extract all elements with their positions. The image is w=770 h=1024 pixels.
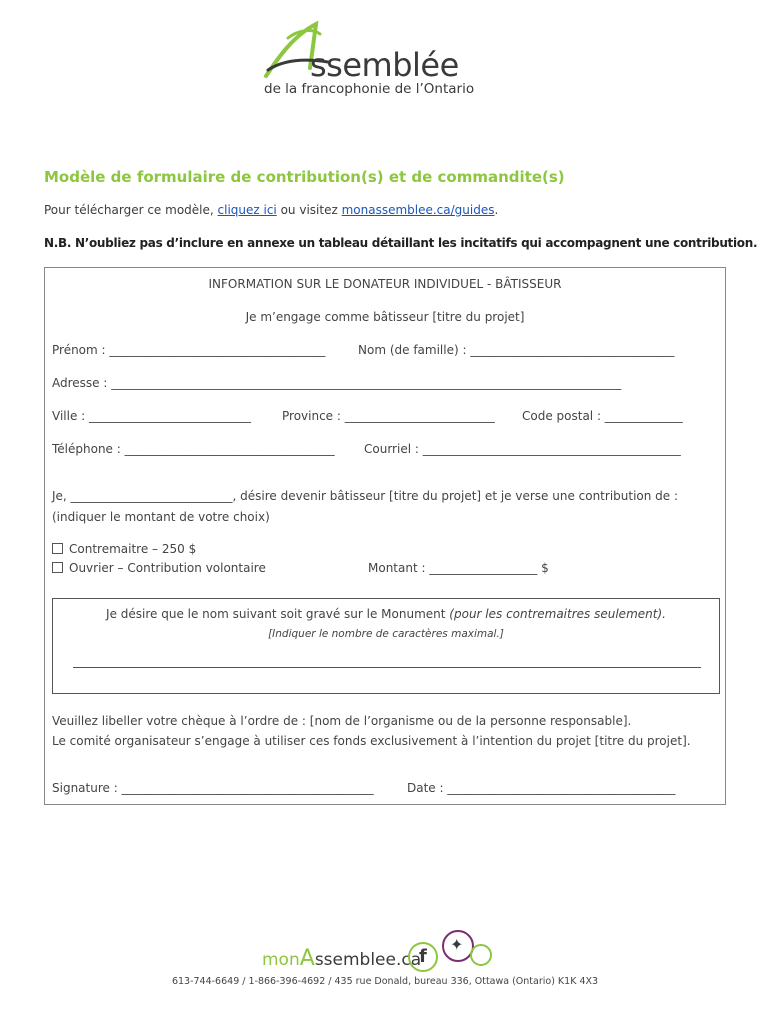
twitter-icon[interactable]: ✦: [442, 930, 474, 962]
date-field[interactable]: Date : ______________________________________: [407, 781, 676, 795]
facebook-icon[interactable]: f: [408, 942, 438, 972]
city-field[interactable]: Ville : ___________________________: [52, 409, 252, 423]
pledge-line[interactable]: Je, ___________________________, désire devenir bâtisseur [titre du projet] et je verse une contribution de :: [52, 489, 679, 503]
option-contremaitre[interactable]: Contremaitre – 250 $: [52, 542, 196, 556]
download-line: Pour télécharger ce modèle, cliquez ici ou visitez monassemblee.ca/guides.: [44, 203, 499, 217]
province-field[interactable]: Province : _________________________: [282, 409, 495, 423]
download-link[interactable]: cliquez ici: [217, 203, 277, 217]
monument-box: [52, 598, 720, 694]
commitment-text: Je m’engage comme bâtisseur [titre du projet]: [245, 310, 525, 324]
logo-wordmark: ssemblée: [310, 46, 459, 84]
first-name-field[interactable]: Prénom : ____________________________________: [52, 343, 326, 357]
amount-field[interactable]: Montant : __________________ $: [368, 561, 549, 575]
footer-brand-text: monAssemblee.ca: [262, 946, 422, 971]
donor-form: [44, 267, 726, 805]
cheque-instruction: Veuillez libeller votre chèque à l’ordre de : [nom de l’organisme ou de la personne responsable].: [52, 714, 632, 728]
monument-text: Je désire que le nom suivant soit gravé sur le Monument (pour les contremaitres seulement).: [106, 607, 666, 621]
assemblee-logo: [258, 18, 473, 98]
logo-subtitle: de la francophonie de l’Ontario: [264, 81, 475, 97]
nb-note: N.B. N’oubliez pas d’inclure en annexe un tableau détaillant les incitatifs qui accompagnent une contribution.: [44, 236, 758, 250]
postal-code-field[interactable]: Code postal : _____________: [522, 409, 683, 423]
address-field[interactable]: Adresse : _____________________________________________________________________________________: [52, 376, 622, 390]
monument-name-line[interactable]: [73, 667, 701, 668]
circle-decoration-icon: [470, 944, 492, 966]
signature-field[interactable]: Signature : __________________________________________: [52, 781, 374, 795]
guides-link[interactable]: monassemblee.ca/guides: [341, 203, 495, 217]
document-title: Modèle de formulaire de contribution(s) et de commandite(s): [44, 168, 565, 186]
option-ouvrier[interactable]: Ouvrier – Contribution volontaire: [52, 561, 266, 575]
footer-contact: 613-744-6649 / 1-866-396-4692 / 435 rue Donald, bureau 336, Ottawa (Ontario) K1K 4X3: [171, 976, 599, 987]
checkbox-contremaitre[interactable]: [52, 543, 63, 554]
committee-note: Le comité organisateur s’engage à utiliser ces fonds exclusivement à l’intention du projet [titre du projet].: [52, 734, 691, 748]
phone-field[interactable]: Téléphone : ___________________________________: [52, 442, 335, 456]
section-title: INFORMATION SUR LE DONATEUR INDIVIDUEL - BÂTISSEUR: [208, 277, 562, 291]
email-field[interactable]: Courriel : ___________________________________________: [364, 442, 681, 456]
amount-hint: (indiquer le montant de votre choix): [52, 510, 270, 524]
monument-hint: [Indiquer le nombre de caractères maximal.]: [268, 628, 504, 640]
checkbox-ouvrier[interactable]: [52, 562, 63, 573]
last-name-field[interactable]: Nom (de famille) : __________________________________: [358, 343, 675, 357]
